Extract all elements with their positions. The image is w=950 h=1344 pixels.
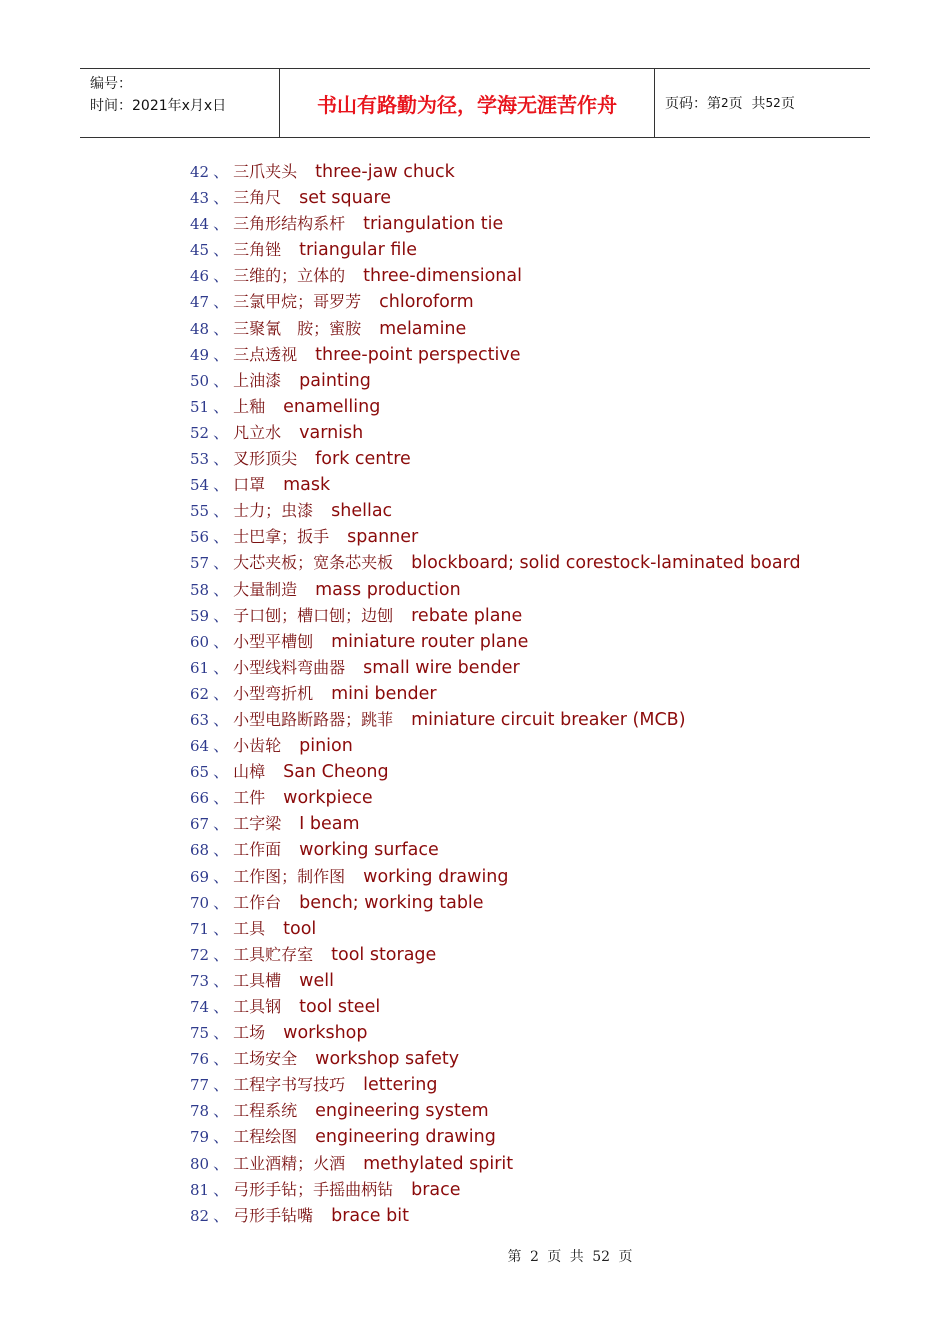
entry-separator: 、 [213,422,230,442]
entry-number: 44 [190,215,210,234]
page-mid: 页 共 [728,96,766,112]
entry-separator: 、 [213,266,230,286]
entry-english-term: pinion [299,736,353,757]
entry-english-term: spanner [347,527,419,548]
entry-separator: 、 [213,970,230,990]
glossary-entry [190,864,801,890]
code-label: 编号： [90,76,132,92]
glossary-entry [190,785,801,811]
entry-number: 60 [190,632,210,651]
page-total: 52 [765,96,781,110]
entry-chinese-term: 工程绘图 [233,1127,298,1147]
glossary-entry [190,655,801,681]
entry-english-term: engineering system [315,1101,489,1122]
glossary-entry [190,707,801,733]
entry-chinese-term: 工件 [233,788,266,808]
entry-separator: 、 [213,1127,230,1147]
entry-english-term: mass production [315,579,461,600]
page-number: 2 [721,96,729,110]
entry-chinese-term: 工具贮存室 [233,944,314,964]
entry-english-term: workshop safety [315,1049,460,1070]
entry-separator: 、 [213,762,230,782]
entry-english-term: lettering [363,1075,438,1096]
entry-number: 79 [190,1128,210,1147]
entry-number: 63 [190,710,210,729]
entry-chinese-term: 三氯甲烷；哥罗芳 [233,292,362,312]
entry-chinese-term: 小型弯折机 [233,683,314,703]
entry-chinese-term: 弓形手钻嘴 [233,1205,314,1225]
entry-separator: 、 [213,1049,230,1069]
entry-chinese-term: 工具 [233,918,266,938]
entry-chinese-term: 工作图；制作图 [233,866,346,886]
entry-english-term: miniature router plane [331,631,529,652]
entry-separator: 、 [213,709,230,729]
header-motto: 书山有路勤为径，学海无涯苦作舟 [280,69,655,137]
glossary-entry [190,942,801,968]
entry-english-term: tool storage [331,944,437,965]
entry-english-term: methylated spirit [363,1153,514,1174]
glossary-entry [190,524,801,550]
entry-english-term: shellac [331,501,393,522]
entry-english-term: workpiece [283,788,373,809]
page-suffix: 页 [780,96,795,112]
entry-separator: 、 [213,1101,230,1121]
entry-number: 82 [190,1206,210,1225]
entry-chinese-term: 工业酒精；火酒 [233,1153,346,1173]
entry-chinese-term: 小型电路断路器；跳菲 [233,709,394,729]
entry-separator: 、 [213,370,230,390]
glossary-entry [190,994,801,1020]
glossary-entry [190,968,801,994]
entry-chinese-term: 三角尺 [233,188,282,208]
entry-number: 55 [190,502,210,521]
entry-english-term: brace [411,1179,461,1200]
entry-english-term: three-jaw chuck [315,162,455,182]
entry-separator: 、 [213,892,230,912]
entry-chinese-term: 工具钢 [233,997,282,1016]
entry-chinese-term: 凡立水 [233,422,282,442]
glossary-list [190,159,801,1229]
entry-number: 57 [190,554,210,573]
glossary-entry [190,733,801,759]
entry-number: 65 [190,763,210,782]
entry-english-term: three-dimensional [363,266,522,287]
entry-english-term: painting [299,370,371,391]
entry-chinese-term: 口罩 [233,475,266,495]
entry-separator: 、 [213,840,230,860]
entry-separator: 、 [213,1205,230,1225]
entry-number: 70 [190,893,210,912]
entry-separator: 、 [213,788,230,808]
entry-english-term: chloroform [379,292,474,313]
glossary-entry [190,629,801,655]
entry-separator: 、 [213,214,230,234]
entry-number: 78 [190,1102,210,1121]
entry-separator: 、 [213,344,230,364]
entry-english-term: rebate plane [411,605,523,626]
entry-chinese-term: 三角锉 [233,240,282,260]
entry-chinese-term: 士巴拿；扳手 [233,527,330,547]
entry-chinese-term: 叉形顶尖 [233,449,298,469]
entry-number: 61 [190,658,210,677]
entry-chinese-term: 工场 [233,1023,266,1043]
entry-separator: 、 [213,240,230,260]
entry-chinese-term: 上油漆 [233,370,282,390]
entry-separator: 、 [213,501,230,521]
glossary-entry [190,316,801,342]
entry-number: 46 [190,267,210,286]
entry-separator: 、 [213,866,230,886]
entry-number: 71 [190,919,210,938]
entry-separator: 、 [213,579,230,599]
entry-number: 77 [190,1076,210,1095]
entry-number: 64 [190,737,210,756]
entry-chinese-term: 三维的；立体的 [233,266,346,286]
entry-number: 58 [190,580,210,599]
entry-separator: 、 [213,527,230,547]
entry-separator: 、 [213,1179,230,1199]
entry-number: 42 [190,163,210,181]
entry-chinese-term: 小型平槽刨 [233,631,314,651]
entry-english-term: fork centre [315,449,411,470]
entry-separator: 、 [213,814,230,834]
glossary-entry [190,185,801,211]
entry-number: 56 [190,528,210,547]
entry-english-term: triangulation tie [363,214,504,235]
entry-chinese-term: 三点透视 [233,344,298,364]
glossary-entry [190,289,801,315]
entry-english-term: mask [283,475,331,496]
entry-chinese-term: 工程系统 [233,1101,298,1121]
glossary-entry [190,577,801,603]
entry-number: 72 [190,945,210,964]
entry-number: 62 [190,684,210,703]
glossary-entry [190,837,801,863]
entry-separator: 、 [213,944,230,964]
glossary-entry [190,1098,801,1124]
entry-separator: 、 [213,162,230,181]
entry-english-term: mini bender [331,683,437,704]
entry-number: 54 [190,476,210,495]
entry-number: 66 [190,789,210,808]
glossary-entry [190,394,801,420]
entry-chinese-term: 三聚氰 胺；蜜胺 [233,318,362,338]
entry-separator: 、 [213,918,230,938]
entry-number: 50 [190,371,210,390]
entry-number: 75 [190,1024,210,1043]
entry-separator: 、 [213,605,230,625]
entry-english-term: triangular file [299,240,418,261]
entry-number: 43 [190,189,210,208]
entry-chinese-term: 大芯夹板；宽条芯夹板 [233,553,394,573]
entry-chinese-term: 工作台 [233,892,282,912]
entry-chinese-term: 三爪夹头 [233,162,298,181]
entry-english-term: tool [283,918,317,939]
entry-number: 47 [190,293,210,312]
time-label: 时间：2021年x月x日 [90,98,227,114]
entry-number: 69 [190,867,210,886]
entry-chinese-term: 工具槽 [233,970,282,990]
entry-english-term: tool steel [299,997,381,1017]
entry-english-term: enamelling [283,396,381,417]
entry-number: 81 [190,1180,210,1199]
entry-chinese-term: 工场安全 [233,1049,298,1069]
glossary-entry [190,603,801,629]
glossary-entry [190,263,801,289]
entry-number: 67 [190,815,210,834]
entry-number: 68 [190,841,210,860]
glossary-entry [190,759,801,785]
glossary-entry [190,446,801,472]
entry-english-term: set square [299,188,392,209]
glossary-entry [190,1124,801,1150]
entry-chinese-term: 上釉 [233,396,266,416]
entry-english-term: I beam [299,814,360,835]
glossary-entry [190,368,801,394]
glossary-entry [190,1072,801,1098]
header-page-info [655,69,870,137]
entry-number: 73 [190,971,210,990]
entry-english-term: well [299,970,334,991]
entry-english-term: working drawing [363,866,509,887]
glossary-entry [190,472,801,498]
entry-english-term: brace bit [331,1205,409,1226]
entry-number: 80 [190,1154,210,1173]
glossary-entry [190,811,801,837]
entry-number: 45 [190,241,210,260]
entry-separator: 、 [213,475,230,495]
entry-chinese-term: 工字梁 [233,814,282,834]
entry-separator: 、 [213,449,230,469]
glossary-entry [190,890,801,916]
page-footer: 第 2 页 共 52 页 [507,1249,633,1265]
entry-chinese-term: 小型线料弯曲器 [233,657,346,677]
entry-chinese-term: 山樟 [233,762,266,782]
entry-english-term: engineering drawing [315,1127,496,1148]
entry-english-term: varnish [299,422,364,443]
entry-number: 53 [190,450,210,469]
entry-separator: 、 [213,318,230,338]
entry-chinese-term: 大量制造 [233,579,298,599]
entry-english-term: workshop [283,1023,368,1044]
entry-chinese-term: 弓形手钻；手摇曲柄钻 [233,1179,394,1199]
entry-separator: 、 [213,1153,230,1173]
entry-chinese-term: 小齿轮 [233,736,282,756]
glossary-entry [190,237,801,263]
entry-number: 49 [190,345,210,364]
entry-number: 59 [190,606,210,625]
entry-separator: 、 [213,188,230,208]
entry-chinese-term: 士力；虫漆 [233,501,314,521]
entry-separator: 、 [213,396,230,416]
glossary-entry [190,916,801,942]
glossary-entry [190,550,801,576]
page-prefix: 页码：第 [665,96,721,112]
entry-english-term: working surface [299,840,439,861]
entry-separator: 、 [213,292,230,312]
entry-number: 74 [190,998,210,1016]
entry-chinese-term: 三角形结构系杆 [233,214,346,234]
entry-number: 52 [190,423,210,442]
glossary-entry [190,1046,801,1072]
page-header [80,68,870,138]
glossary-entry [190,498,801,524]
entry-chinese-term: 工作面 [233,840,282,860]
entry-separator: 、 [213,736,230,756]
glossary-entry [190,1203,801,1229]
entry-number: 48 [190,319,210,338]
entry-english-term: bench; working table [299,892,484,913]
entry-separator: 、 [213,997,230,1016]
glossary-entry [190,342,801,368]
entry-chinese-term: 子口刨；槽口刨；边刨 [233,605,394,625]
entry-number: 51 [190,397,210,416]
glossary-entry [190,159,801,185]
entry-separator: 、 [213,1075,230,1095]
entry-separator: 、 [213,683,230,703]
glossary-entry [190,420,801,446]
entry-separator: 、 [213,553,230,573]
header-meta [80,69,280,137]
entry-english-term: small wire bender [363,657,520,678]
entry-english-term: blockboard; solid corestock-laminated board [411,553,801,574]
entry-number: 76 [190,1050,210,1069]
entry-english-term: three-point perspective [315,344,521,365]
glossary-entry [190,1151,801,1177]
entry-separator: 、 [213,631,230,651]
glossary-entry [190,681,801,707]
entry-english-term: melamine [379,318,467,339]
glossary-entry [190,1177,801,1203]
entry-separator: 、 [213,657,230,677]
glossary-entry [190,211,801,237]
entry-english-term: miniature circuit breaker (MCB) [411,709,686,730]
glossary-entry [190,1020,801,1046]
entry-chinese-term: 工程字书写技巧 [233,1075,346,1095]
entry-separator: 、 [213,1023,230,1043]
entry-english-term: San Cheong [283,762,389,783]
